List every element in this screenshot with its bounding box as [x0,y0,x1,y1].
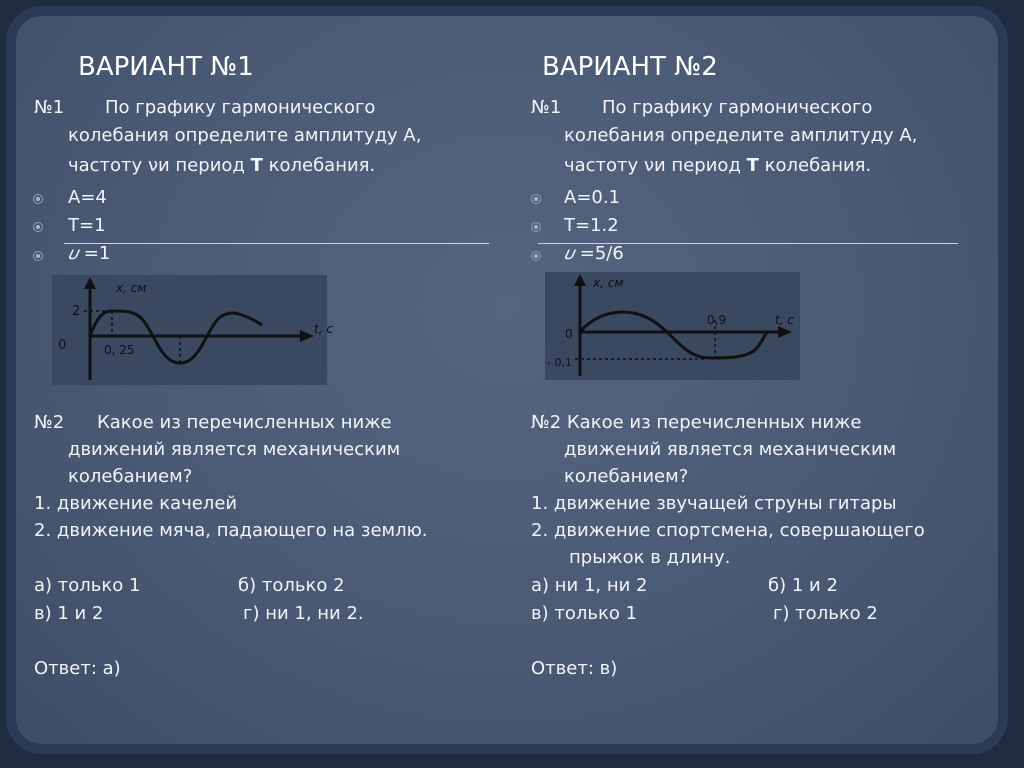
v2-q2-option1: 1. движение звучащей струны гитары [531,493,897,514]
v1-tick-0: 0 [58,338,67,353]
bullet-icon [531,222,541,232]
v1-q2-option2: 2. движение мяча, падающего на землю. [34,520,428,541]
v2-q2-line1: №2 Какое из перечисленных ниже [531,412,862,433]
variant2-title: ВАРИАНТ №2 [542,52,718,82]
v2-q1-line3 [564,155,871,176]
v1-answer-nu [68,243,110,264]
v1-oscillation-graph [52,275,333,385]
v1-answer-nu-value: =1 [78,243,111,264]
v2-answer-T: Т=1.2 [564,215,619,236]
v1-t-label: t, с [314,322,333,336]
v1-answer-nu-symbol: 𝜐 [68,243,79,264]
v2-choice-b: б) 1 и 2 [768,575,838,596]
v1-q2-line2: движений является механическим [68,439,401,460]
v1-q1-line2: колебания определите амплитуду А, [68,125,422,146]
v2-q2-option2-cont: прыжок в длину. [569,547,731,568]
v1-q1-line1: По графику гармонического [105,97,376,118]
v2-t-label: t, с [775,313,794,327]
v2-tick-0: 0 [565,327,573,341]
v2-choice-a: а) ни 1, ни 2 [531,575,648,596]
v2-nu-symbol: ν [643,155,654,176]
bullet-icon [531,251,541,261]
v2-q1-line3-pre: частоту [564,155,639,176]
v2-answer-A: А=0.1 [564,187,621,208]
v1-q1-line3-post: и период [158,155,245,176]
v1-q2-number: №2 [34,412,65,433]
v1-tick-2: 2 [72,304,81,319]
v1-tick-025: 0, 25 [104,343,135,357]
v2-answer: Ответ: в) [531,658,618,679]
graph-background [545,272,800,380]
v1-answer-T: Т=1 [68,215,106,236]
v2-choice-c: в) только 1 [531,603,638,624]
v2-oscillation-graph [545,272,800,380]
v2-answer-nu-value: =5/6 [574,243,624,264]
v2-y-label: x, см [593,276,624,290]
v2-q1-line2: колебания определите амплитуду А, [564,125,918,146]
v2-q2-line2: движений является механическим [564,439,897,460]
v1-T-symbol: T [250,155,263,176]
bullet-icon [33,251,43,261]
v2-choice-d: г) только 2 [773,603,878,624]
v1-q2-option1: 1. движение качелей [34,493,238,514]
bullet-icon [33,194,43,204]
v2-answer-nu [564,243,624,264]
v1-y-label: x, см [116,281,147,295]
bullet-icon [531,194,541,204]
v1-choice-b: б) только 2 [238,575,345,596]
v2-q1-line1: По графику гармонического [602,97,873,118]
v1-q1-line3-end: колебания. [268,155,376,176]
v1-q2-line1: Какое из перечисленных ниже [97,412,392,433]
divider [64,243,489,244]
v1-q2-line3: колебанием? [68,466,193,487]
variant1-title: ВАРИАНТ №1 [78,52,254,82]
v1-answer: Ответ: а) [34,658,121,679]
v1-choice-d: г) ни 1, ни 2. [243,603,364,624]
v1-nu-symbol: ν [147,155,158,176]
v2-q1-number: №1 [531,97,562,118]
v1-choice-c: в) 1 и 2 [34,603,104,624]
v2-q2-option2: 2. движение спортсмена, совершающего [531,520,925,541]
v2-q1-line3-post: и период [654,155,741,176]
v2-q2-line3: колебанием? [564,466,689,487]
v1-q1-line3-pre: частоту [68,155,143,176]
v1-answer-A: А=4 [68,187,107,208]
bullet-icon [33,222,43,232]
v1-q1-number: №1 [34,97,65,118]
v2-tick-09: 0,9 [707,313,727,327]
v2-answer-nu-symbol: 𝜐 [564,243,575,264]
v1-q1-line3 [68,155,375,176]
v2-q1-line3-end: колебания. [764,155,872,176]
v2-tick-m01: - 0,1 [547,356,572,369]
v1-choice-a: а) только 1 [34,575,141,596]
v2-T-symbol: T [746,155,759,176]
